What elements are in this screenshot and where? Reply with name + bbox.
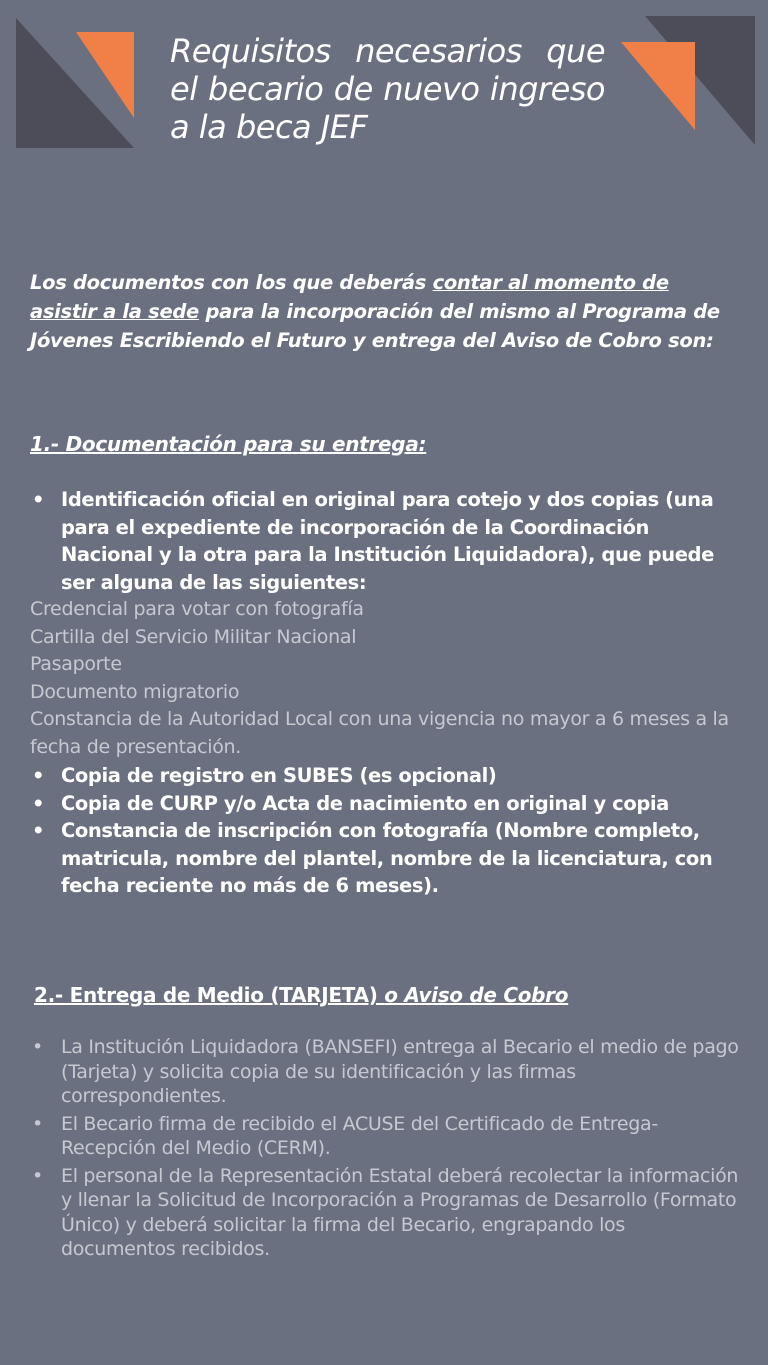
intro-text-pre: Los documentos con los que deberás	[30, 271, 433, 294]
id-option: Documento migratorio	[30, 680, 240, 703]
section2-heading-main: 2.- Entrega de Medio (TARJETA)	[34, 983, 385, 1007]
section1-first-list	[30, 486, 742, 596]
section1-items-list	[30, 762, 742, 900]
list-item: • Constancia de inscripción con fotografía (Nombre completo, matricula, nombre del plantel, nombre de la licenciatura, con fecha reciente no más de 6 meses).	[30, 817, 742, 900]
section2-heading	[34, 981, 568, 1009]
id-option: Cartilla del Servicio Militar Nacional	[30, 625, 357, 648]
intro-text-post: para la incorporación del mismo al Programa de Jóvenes Escribiendo el Futuro y entrega del Aviso de Cobro son:	[30, 300, 720, 352]
id-option: Constancia de la Autoridad Local con una vigencia no mayor a 6 meses a la fecha de presentación.	[30, 708, 729, 758]
list-item: • El personal de la Representación Estatal deberá recolectar la información y llenar la Solicitud de Incorporación a Programas de Desarrollo (Formato Único) y deberá solicitar la firma del Becario, engrapando los documentos recibidos.	[30, 1164, 742, 1262]
intro-paragraph	[30, 268, 735, 355]
list-item: • La Institución Liquidadora (BANSEFI) entrega al Becario el medio de pago (Tarjeta) y solicita copia de su identificación y las firmas correspondientes.	[30, 1035, 742, 1109]
right-orange-triangle	[621, 42, 695, 130]
list-item: • El Becario firma de recibido el ACUSE del Certificado de Entrega-Recepción del Medio (CERM).	[30, 1112, 742, 1161]
list-item: • Identificación oficial en original para cotejo y dos copias (una para el expediente de incorporación de la Coordinación Nacional y la otra para la Institución Liquidadora), que puede ser alguna de las siguientes:	[30, 486, 742, 596]
id-options-list	[30, 596, 750, 761]
intro-text-underlined: contar al momento de asistir a la sede	[30, 271, 669, 323]
section2-items-list	[30, 1035, 742, 1265]
page-title: Requisitos necesarios que el becario de nuevo ingreso a la beca JEF	[170, 32, 605, 146]
list-item: • Copia de registro en SUBES (es opcional)	[30, 762, 742, 790]
id-option: Credencial para votar con fotografía	[30, 598, 364, 620]
section1-heading: 1.- Documentación para su entrega:	[30, 432, 427, 456]
section2-heading-italic: o Aviso de Cobro	[384, 983, 569, 1007]
list-item: • Copia de CURP y/o Acta de nacimiento en original y copia	[30, 790, 742, 818]
id-option: Pasaporte	[30, 653, 122, 675]
